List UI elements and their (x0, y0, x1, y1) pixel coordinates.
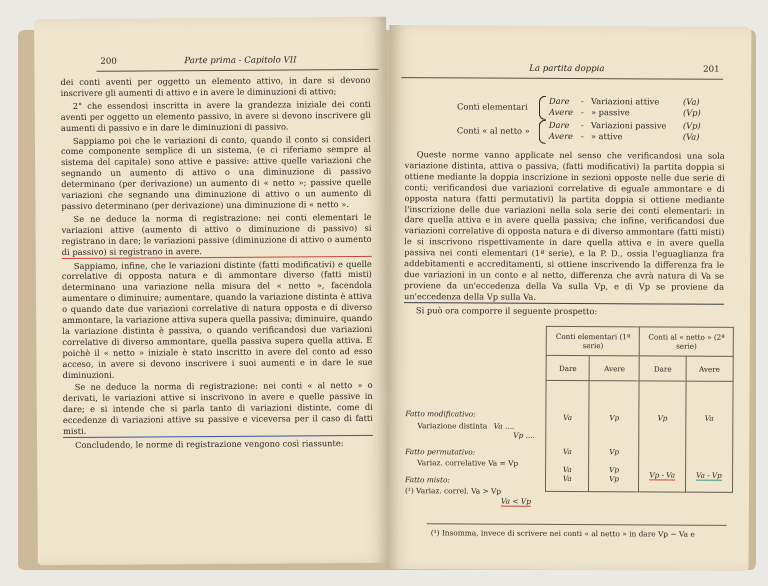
cell: Vp (589, 381, 639, 424)
abbr: (Vp) (682, 120, 701, 131)
dash: - (580, 106, 584, 117)
side: Dare (549, 95, 570, 106)
cell: Va (546, 380, 590, 423)
cell (589, 457, 639, 492)
sub-header: Avere (686, 356, 733, 381)
group-label-elementari: Conti elementari (456, 101, 528, 112)
left-body (61, 75, 374, 453)
row-value: Vp .... (513, 430, 536, 440)
what: » attive (590, 130, 623, 141)
right-page-number: 201 (703, 64, 720, 75)
cell-empty (639, 423, 685, 457)
footnote: (¹) Insomma, invece di scrivere nei conti « al netto » in dare Vp − Va e (430, 528, 695, 539)
cell: Vp (589, 423, 639, 457)
sub-header: Avere (589, 356, 639, 381)
abbr: (Vp) (682, 107, 701, 118)
side: Avere (548, 106, 574, 117)
header-rule (96, 69, 378, 72)
dash: - (580, 120, 584, 131)
cell: Vp (639, 381, 685, 424)
paragraph: Sappiamo, infine, che le variazioni distinte (fatti modificativi) e quelle correlative di opposta natura e di ammontare diverso (fatti misti) determinano una variazione nella misura del « netto », facendola aumentare o diminuire; aumentare, quando la variazione distinta è attiva o quando date due variazioni correlative di natura opposta e di diverso ammontare, la variazione attiva supera quella passiva; diminuire, quando la variazione distinta è passiva, o quando verificandosi due variazioni correlative di diverso ammontare, quella passiva supera quella attiva. E poichè il « netto » iniziale è stato inscritto in avere del conto ad esso acceso, in avere si devono inscrivere i suoi aumenti e in dare le sue diminuzioni. (61, 258, 373, 380)
summary-rows (549, 96, 729, 142)
section-row (417, 421, 535, 440)
section-row: Variaz. correlative Va = Vp (417, 458, 519, 468)
paragraph: Concludendo, le norme di registrazione vengono così riassunte: (75, 438, 344, 450)
prospetto-table (545, 326, 734, 493)
sub-header: Dare (640, 356, 686, 381)
cell (545, 457, 589, 492)
cell: Va (546, 423, 590, 457)
paragraph: Sappiamo poi che le variazioni di conto, quando il conto si consideri come componente semplice di un sistema, (e ci riferiamo sempre al sistema del capitale) sono attive e passive: attive quelle variazioni che segnando un aumento di attivo o una diminuzione di passivo determinano (per derivazione) un aumento di « netto »; passive quelle variazioni che segnando una diminuzione di attivo o un aumento di passivo determinano (per derivazione) una diminuzione di « netto ». (60, 133, 372, 212)
what: » passive (590, 106, 630, 117)
col-group-2: Conti al « netto » (2ª serie) (640, 327, 734, 356)
right-page-header: La partita doppia (529, 63, 605, 75)
left-page-number: 200 (100, 56, 117, 67)
summary-row (549, 106, 729, 117)
what: Variazioni attive (591, 96, 660, 107)
paragraph: dei conti aventi per oggetto un elemento attivo, in dare si devono inscrivere gli aumenti di attivo e in avere le diminuzioni di attivo; (60, 74, 371, 98)
diff-a: Va - Vp (696, 470, 722, 480)
row-label: Variazione distinta (417, 421, 488, 431)
section-row (405, 486, 501, 496)
row-label: (¹) Variaz. correl. Va > Vp (404, 486, 502, 496)
paragraph-rule-1: Se ne deduce la norma di registrazione: nei conti elementari le variazioni attive (aumento di attivo o diminuzione di passivo) si registrano in dare; le variazioni passive (diminuzione di attivo o aumento di passivo) si registrano in avere. (61, 211, 372, 257)
header-rule (401, 77, 723, 80)
section-title: Fatto misto: (405, 475, 450, 485)
cell-vp: Vp (609, 474, 619, 484)
cell-diff (685, 458, 732, 493)
section-title: Fatto permutativo: (405, 447, 476, 457)
cell-diff (639, 457, 685, 492)
diff-b: Vp - Va (649, 469, 676, 480)
group-label-netto: Conti « al netto » (456, 125, 530, 136)
paragraph: 2° che essendosi inscritta in avere la grandezza iniziale dei conti aventi per oggetto un elemento passivo, in avere si devono inscrivere gli aumenti di passivo e in dare le diminuzioni di passivo. (60, 98, 371, 133)
side: Dare (548, 119, 570, 130)
section-row: Va < Vp (500, 496, 531, 506)
sub-header: Dare (546, 355, 590, 380)
brace (539, 120, 546, 144)
left-page (34, 17, 390, 565)
side: Avere (548, 130, 574, 141)
cell-va: Va (562, 473, 572, 484)
cell: Va (686, 381, 733, 424)
right-page (387, 25, 752, 571)
left-page-header: Parte prima - Capitolo VII (184, 55, 297, 67)
col-group-1: Conti elementari (1ª serie) (546, 326, 640, 355)
paragraph: Si può ora comporre il seguente prospetto: (415, 304, 598, 316)
prospetto (403, 325, 734, 507)
section-title: Fatto modificativo: (405, 409, 476, 419)
dash: - (580, 130, 584, 141)
cell-vp: Vp (609, 465, 619, 475)
paragraph-rule-2: Se ne deduce la norma di registrazione: nei conti « al netto » o derivati, le variazioni attive si inscrivono in avere e quelle passive in dare; e si intende che si parla tanto di variazioni distinte, come di eccedenze di variazioni attive su passive e viceversa per il caso di fatti misti. (62, 380, 373, 437)
abbr: (Va) (683, 96, 700, 107)
abbr: (Va) (682, 131, 700, 142)
right-body (404, 149, 725, 319)
summary-row (549, 130, 729, 141)
what: Variazioni passive (590, 120, 667, 131)
row-value: Va .... (493, 421, 515, 431)
footnote-rule (427, 523, 727, 526)
cell-va: Va (562, 464, 572, 475)
dash: - (581, 96, 584, 107)
paragraph: Queste norme vanno applicate nel senso che verificandosi una sola variazione distinta, attiva o passiva, (fatti modificativi) la partita doppia si ottiene mediante la doppia inscrizione in sezioni opposte nelle due serie di conti; verificandosi due variazioni correlative di eguale ammontare e di opposta natura (fatti permutativi) la partita doppia si ottiene mediante l'inscrizione delle due variazioni nella sola serie dei conti elementari: in dare quella attiva e in avere quella passiva; che infine, verificandosi due variazioni correlative di opposta natura e di diverso ammontare (fatti misti) le si inscrivono rispettivamente in dare quella attiva e in avere quella passiva nei conti elementari (1ª serie), e la P. D., ossia l'eguaglianza fra addebitamenti e accreditamenti, si ottiene inscrivendo la differenza fra le due variazioni in un conto e al netto, differenza che avrà natura di Va se proviene da un'eccedenza della Va sulla Vp, e di Vp se proviene da un'eccedenza della Vp sulla Va. (404, 149, 725, 304)
cell-empty (685, 424, 732, 458)
brace (539, 96, 546, 120)
